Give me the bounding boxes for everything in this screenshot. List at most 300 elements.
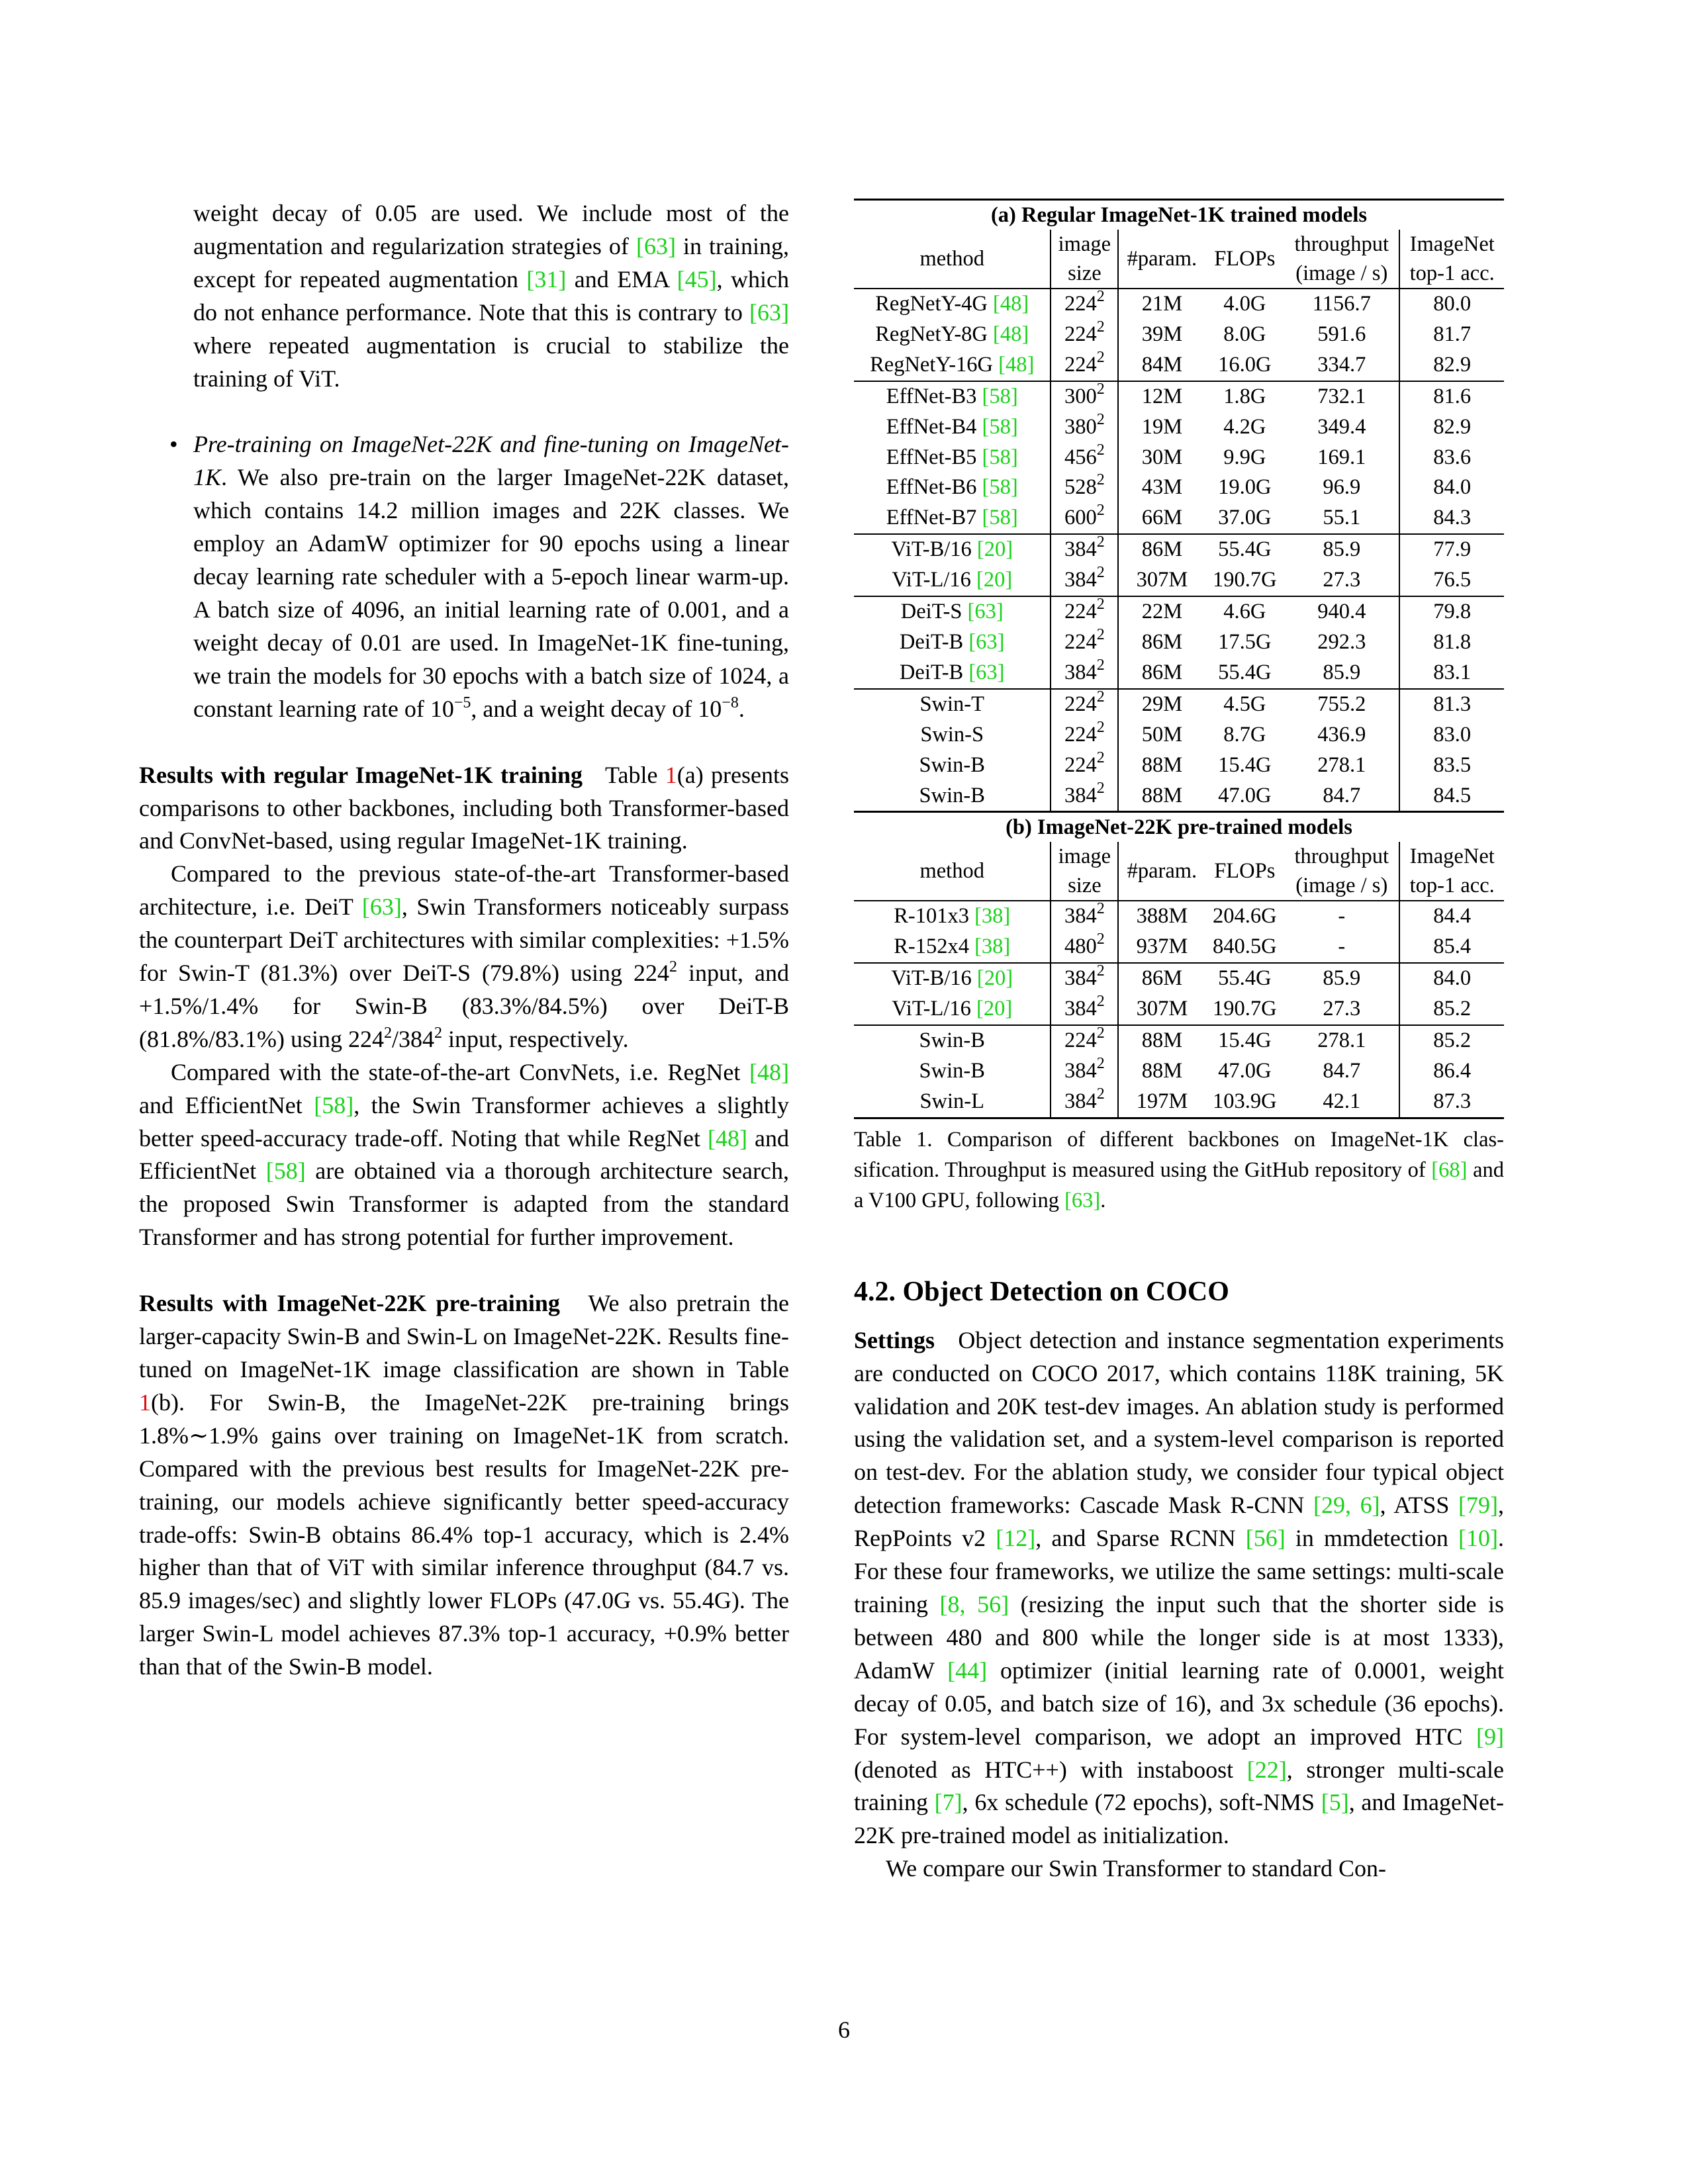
cell-param: 307M: [1136, 568, 1188, 592]
text-run: (b). For Swin-B, the ImageNet-22K pre-training brings 1.8%∼1.9% gains over training on ImageNet-1K from scratch. Compared with the previous best results for ImageNet-22K pre-training, our models achieve significantly better speed-accuracy trade-offs: Swin-B obtains 86.4% top-1 accuracy, which is 2.4% higher than that of ViT with similar inference throughput (84.7 vs. 85.9 images/sec) and slightly lower FLOPs (47.0G vs. 55.4G). The larger Swin-L model achieves 87.3% top-1 accuracy, +0.9% better than that of the Swin-B model.: [139, 1388, 789, 1680]
cell-throughput: 1156.7: [1284, 289, 1399, 320]
table-ref-link[interactable]: 1: [665, 761, 677, 788]
table-a-row: [854, 289, 1504, 320]
size-value: 384: [1064, 904, 1097, 929]
cell-flops: 4.2G: [1223, 414, 1266, 439]
citation-link[interactable]: [63]: [967, 600, 1004, 624]
cell-top1-acc: 84.0: [1399, 963, 1504, 994]
cell-param: 84M: [1141, 352, 1183, 377]
cell-method: [854, 932, 1051, 963]
cell-image-size: [1051, 627, 1118, 658]
exponent: 2: [1096, 441, 1105, 459]
cell-top1-acc: 81.6: [1399, 381, 1504, 412]
exponent: 2: [1096, 471, 1105, 489]
cell-throughput: 436.9: [1284, 720, 1399, 751]
cell-throughput: 278.1: [1284, 751, 1399, 781]
text-run: (denoted as HTC++) with instaboost: [854, 1756, 1247, 1783]
cell-top1-acc: 79.8: [1399, 596, 1504, 627]
header-image: image: [1051, 230, 1118, 259]
table-b-header-row-1: [854, 842, 1504, 871]
cell-throughput: 55.1: [1284, 503, 1399, 534]
citation-link[interactable]: [48]: [993, 322, 1029, 346]
exponent: 2: [1096, 1085, 1105, 1103]
header-image-per-s: (image / s): [1284, 871, 1399, 901]
table-a-row: [854, 627, 1504, 658]
exponent: 2: [669, 958, 677, 976]
citation-link[interactable]: [44]: [947, 1657, 988, 1684]
header-top1-acc: top-1 acc.: [1409, 874, 1495, 898]
citation-link[interactable]: 6]: [1360, 1492, 1380, 1519]
section-title: 4.2. Object Detection on COCO: [854, 1276, 1229, 1307]
cell-top1-acc: 82.9: [1433, 414, 1472, 439]
text-run: , ATSS: [1380, 1492, 1459, 1519]
size-value: 224: [1064, 600, 1097, 624]
header-throughput: throughput: [1284, 842, 1399, 871]
citation-link[interactable]: [9]: [1476, 1723, 1504, 1750]
cell-image-size: [1051, 289, 1118, 320]
cell-flops: 190.7G: [1212, 997, 1277, 1021]
cell-image-size: [1051, 781, 1118, 812]
cell-flops: 55.4G: [1205, 963, 1285, 994]
paragraph-body-d: input, respectively.: [442, 1025, 629, 1052]
method-name: Swin-B: [919, 1058, 985, 1083]
text-run: , and ImageNet-22K pre-trained model as initialization.: [854, 1789, 1504, 1849]
cell-top1-acc: 83.6: [1433, 445, 1472, 469]
bullet-marker: •: [169, 431, 178, 458]
size-value: 384: [1064, 997, 1097, 1021]
exponent: 2: [1096, 596, 1105, 614]
size-value: 384: [1064, 1058, 1097, 1083]
size-value: 384: [1064, 966, 1097, 991]
cell-flops: 1.8G: [1205, 381, 1285, 412]
cell-param: 388M: [1118, 901, 1205, 932]
citation-link[interactable]: [58]: [982, 475, 1018, 500]
table-a-row: [854, 658, 1504, 689]
cell-param: 88M: [1141, 1058, 1183, 1083]
method-name: Swin-B: [919, 752, 985, 777]
size-value: 384: [1064, 537, 1097, 562]
citation-link[interactable]: 56]: [977, 1591, 1009, 1617]
cell-image-size: [1051, 1025, 1118, 1056]
paragraph-heading: Results with regular ImageNet-1K training: [139, 761, 583, 788]
citation-link[interactable]: [58]: [982, 414, 1018, 439]
size-value: 224: [1064, 752, 1097, 777]
cell-method: [854, 596, 1051, 627]
citation-link[interactable]: [12]: [996, 1525, 1036, 1552]
citation-link[interactable]: [58]: [314, 1091, 354, 1118]
text-run: , 6x schedule (72 epochs), soft-NMS: [962, 1789, 1321, 1816]
cell-top1-acc: 82.9: [1433, 352, 1472, 377]
citation-link[interactable]: [48]: [749, 1058, 789, 1085]
cell-method: [854, 901, 1051, 932]
cell-throughput: 169.1: [1284, 443, 1399, 473]
table-a-row: [854, 596, 1504, 627]
citation-link[interactable]: [20]: [976, 537, 1013, 562]
cell-param: 29M: [1118, 689, 1205, 720]
cell-flops: 15.4G: [1218, 752, 1272, 777]
table-a-row: [854, 720, 1504, 751]
exponent: 2: [1096, 318, 1105, 336]
cell-image-size: [1051, 596, 1118, 627]
exponent: 2: [1096, 962, 1105, 980]
text-run: where repeated augmentation is crucial to stabilize the training of ViT.: [193, 332, 789, 392]
text-run: in training, except for repeated augmentation: [193, 232, 789, 293]
exponent: 2: [1096, 900, 1105, 918]
cell-param: 937M: [1136, 934, 1188, 959]
method-name: RegNetY-16G: [870, 352, 994, 377]
cell-throughput: 42.1: [1284, 1087, 1399, 1118]
cell-flops: 15.4G: [1205, 1025, 1285, 1056]
exponent: −8: [722, 694, 739, 711]
method-name: R-101x3: [894, 904, 969, 929]
citation-link[interactable]: [58]: [265, 1158, 306, 1185]
header-image-per-s: (image / s): [1284, 259, 1399, 289]
cell-param: 86M: [1118, 963, 1205, 994]
cell-method: [854, 503, 1051, 534]
backbone-comparison-table: [854, 199, 1504, 1119]
cell-flops: 8.7G: [1223, 722, 1266, 747]
citation-link[interactable]: [48]: [708, 1124, 748, 1152]
exponent: 2: [1096, 625, 1105, 643]
header-image: image: [1051, 842, 1118, 871]
table-a-row: [854, 412, 1504, 443]
citation-link[interactable]: [20]: [976, 997, 1013, 1021]
header-param: #param.: [1127, 859, 1197, 884]
cell-image-size: [1051, 381, 1118, 412]
cell-throughput: 349.4: [1284, 412, 1399, 443]
text-run: are obtained via a thorough architecture search, the proposed Swin Transformer is adapted from the standard Transformer and has strong potential for further improvement.: [139, 1158, 789, 1251]
cell-top1-acc: 84.4: [1399, 901, 1504, 932]
cell-image-size: [1051, 901, 1118, 932]
cell-flops: 204.6G: [1205, 901, 1285, 932]
paragraph-body: [854, 1327, 1504, 1849]
cell-flops: 9.9G: [1223, 445, 1266, 469]
cell-throughput: 84.7: [1284, 781, 1399, 812]
size-value: 384: [1064, 783, 1097, 807]
text-run: , Swin Transformers noticeably surpass the counterpart DeiT architectures with similar complexities: +1.5% for Swin-T (81.3%) over DeiT-S (79.8%) using 224: [139, 893, 789, 987]
citation-link[interactable]: [58]: [982, 445, 1018, 469]
table-a-header-row-1: [854, 230, 1504, 259]
text-run: (resizing the input such that the shorter side is between 480 and 800 while the longer side is at most 1333), AdamW: [854, 1591, 1504, 1684]
header-param: #param.: [1127, 247, 1197, 271]
size-value: 224: [1064, 292, 1097, 316]
citation-link[interactable]: [22]: [1246, 1756, 1287, 1783]
table-ref-link[interactable]: 1: [139, 1388, 151, 1416]
header-flops: FLOPs: [1214, 247, 1276, 271]
text-run: optimizer (initial learning rate of 0.0001, weight decay of 0.05, and batch size of 16), and 3x schedule (36 epochs). For system-level comparison, we adopt an improved HTC: [854, 1657, 1504, 1750]
exponent: 2: [1096, 656, 1105, 674]
method-name: EffNet-B4: [886, 414, 977, 439]
cell-throughput: 591.6: [1284, 320, 1399, 350]
method-name: ViT-B/16: [891, 966, 972, 991]
citation-link[interactable]: [63]: [968, 660, 1005, 684]
exponent: 2: [1096, 502, 1105, 520]
citation-link[interactable]: [10]: [1458, 1525, 1498, 1552]
table-a-row: [854, 350, 1504, 381]
citation-link[interactable]: [48]: [993, 292, 1029, 316]
text-run: Table: [604, 761, 665, 788]
text-run: , the Swin Transformer achieves a slightly better speed-accuracy trade-off. Noting that while RegNet: [139, 1091, 789, 1152]
text-run: [1351, 1492, 1360, 1518]
cell-flops: 4.0G: [1205, 289, 1285, 320]
exponent: 2: [1096, 288, 1105, 305]
exponent: 2: [1096, 533, 1105, 551]
cell-image-size: [1051, 534, 1118, 565]
citation-link[interactable]: [58]: [982, 384, 1018, 408]
cell-top1-acc: 84.5: [1433, 783, 1472, 807]
header-method: method: [854, 842, 1051, 901]
right-column: [854, 199, 1504, 1886]
bullet2-text: [193, 428, 789, 725]
method-name: RegNetY-4G: [875, 292, 988, 316]
exponent: 2: [1096, 688, 1105, 705]
cell-param: 86M: [1141, 629, 1183, 654]
cell-top1-acc: 81.3: [1399, 689, 1504, 720]
size-value: 384: [1064, 1089, 1097, 1113]
citation-link[interactable]: [79]: [1458, 1492, 1498, 1519]
header-throughput: throughput: [1284, 230, 1399, 259]
paragraph-22k-pretraining: [139, 1287, 789, 1684]
citation-link[interactable]: [29,: [1313, 1492, 1352, 1519]
text-run: Compared with the state-of-the-art ConvNets, i.e. RegNet: [171, 1058, 750, 1085]
exponent: 2: [1096, 1024, 1105, 1042]
cell-image-size: [1051, 412, 1118, 443]
header-flops: FLOPs: [1214, 859, 1276, 884]
cell-top1-acc: 84.3: [1433, 506, 1472, 530]
cell-param: 50M: [1141, 722, 1183, 747]
citation-link[interactable]: [45]: [677, 265, 717, 293]
cell-flops: 55.4G: [1205, 534, 1285, 565]
cell-method: [854, 534, 1051, 565]
cell-method: [854, 565, 1051, 596]
text-run: , RepPoints v2: [854, 1492, 1504, 1552]
cell-param: 86M: [1118, 534, 1205, 565]
cell-image-size: [1051, 565, 1118, 596]
cell-image-size: [1051, 1087, 1118, 1118]
cell-image-size: [1051, 473, 1118, 503]
citation-link[interactable]: [63]: [1064, 1188, 1101, 1212]
bullet2-body-c: .: [738, 695, 745, 722]
cell-method: [854, 627, 1051, 658]
cell-top1-acc: 83.0: [1433, 722, 1472, 747]
cell-top1-acc: 85.2: [1433, 997, 1472, 1021]
bullet-item-training: [139, 197, 789, 395]
cell-method: [854, 781, 1051, 812]
paragraph-compare-start: We compare our Swin Transformer to standard Con-: [886, 1855, 1386, 1882]
header-imagenet: ImageNet: [1409, 844, 1495, 869]
size-value: 384: [1064, 568, 1097, 592]
table-a-title: (a) Regular ImageNet-1K trained models: [854, 200, 1504, 230]
cell-flops: 4.6G: [1205, 596, 1285, 627]
cell-param: 39M: [1141, 322, 1183, 346]
method-name: ViT-L/16: [892, 568, 971, 592]
text-run: in mmdetection: [1285, 1525, 1459, 1552]
cell-flops: 16.0G: [1218, 352, 1272, 377]
cell-throughput: 278.1: [1284, 1025, 1399, 1056]
citation-link[interactable]: [68]: [1431, 1158, 1468, 1182]
text-run: [966, 1591, 978, 1617]
size-value: 224: [1064, 1028, 1097, 1053]
exponent: 2: [1096, 380, 1105, 398]
table-b-row: [854, 901, 1504, 932]
cell-throughput: 27.3: [1284, 565, 1399, 596]
size-value: 224: [1064, 722, 1097, 747]
citation-link[interactable]: [31]: [526, 265, 567, 293]
size-value: 384: [1064, 660, 1097, 684]
paragraph-heading: Settings: [854, 1326, 935, 1353]
header-size: size: [1051, 259, 1118, 289]
cell-image-size: [1051, 658, 1118, 689]
cell-flops: 190.7G: [1212, 568, 1277, 592]
table-a-row: [854, 503, 1504, 534]
cell-param: 22M: [1118, 596, 1205, 627]
cell-method: [854, 963, 1051, 994]
citation-link[interactable]: [20]: [976, 966, 1013, 991]
text-run: , stronger multi-scale training: [854, 1756, 1504, 1816]
cell-top1-acc: 84.0: [1433, 475, 1472, 500]
cell-method: [854, 1025, 1051, 1056]
paragraph-body-c: /384: [391, 1025, 434, 1052]
citation-link[interactable]: [63]: [361, 893, 402, 921]
cell-param: 88M: [1118, 1025, 1205, 1056]
cell-method: [854, 443, 1051, 473]
text-run: and EfficientNet: [139, 1124, 789, 1185]
size-value: 380: [1064, 414, 1097, 439]
exponent: 2: [1096, 1054, 1105, 1072]
cell-image-size: [1051, 720, 1118, 751]
header-imagenet: ImageNet: [1409, 232, 1495, 256]
cell-throughput: 85.9: [1284, 963, 1399, 994]
cell-throughput: 940.4: [1284, 596, 1399, 627]
cell-top1-acc: 77.9: [1399, 534, 1504, 565]
citation-link[interactable]: [63]: [635, 232, 676, 259]
table-a-row: [854, 689, 1504, 720]
cell-image-size: [1051, 1056, 1118, 1087]
cell-param: 21M: [1118, 289, 1205, 320]
method-name: EffNet-B3: [886, 384, 977, 408]
left-column: [139, 197, 789, 1684]
citation-link[interactable]: [38]: [974, 934, 1011, 959]
cell-image-size: [1051, 751, 1118, 781]
paragraph-body: [139, 1290, 789, 1680]
cell-throughput: 334.7: [1284, 350, 1399, 381]
text-run: Table 1. Comparison of different backbones on ImageNet-1K classification. Throughput is measured using the GitHub repository of: [854, 1127, 1504, 1182]
table-b-row: [854, 1025, 1504, 1056]
cell-method: [854, 1056, 1051, 1087]
citation-link[interactable]: [5]: [1321, 1789, 1349, 1816]
table-caption: [854, 1124, 1504, 1216]
header-size: size: [1051, 871, 1118, 901]
size-value: 224: [1064, 352, 1097, 377]
cell-throughput: 96.9: [1284, 473, 1399, 503]
table-b-row: [854, 1056, 1504, 1087]
method-name: DeiT-S: [900, 600, 962, 624]
text-run: , and Sparse RCNN: [1035, 1525, 1246, 1552]
cell-flops: 47.0G: [1218, 783, 1272, 807]
table-a-row: [854, 473, 1504, 503]
cell-top1-acc: 87.3: [1399, 1087, 1504, 1118]
cell-image-size: [1051, 320, 1118, 350]
cell-top1-acc: 76.5: [1433, 568, 1472, 592]
method-name: EffNet-B7: [886, 506, 977, 530]
cell-flops: 55.4G: [1218, 660, 1272, 684]
cell-flops: 840.5G: [1212, 934, 1277, 959]
size-value: 528: [1064, 475, 1097, 500]
exponent: 2: [383, 1024, 392, 1042]
citation-link[interactable]: [63]: [749, 298, 789, 326]
paragraph-convnet-comparison: [139, 1056, 789, 1254]
exponent: −5: [453, 694, 471, 711]
table-b-title: (b) ImageNet-22K pre-trained models: [854, 812, 1504, 842]
method-name: EffNet-B5: [886, 445, 977, 469]
paragraph-regular-training: [139, 759, 789, 858]
cell-param: 86M: [1141, 660, 1183, 684]
cell-top1-acc: 80.0: [1399, 289, 1504, 320]
cell-top1-acc: 85.4: [1433, 934, 1472, 959]
table-b-row: [854, 963, 1504, 994]
exponent: 2: [434, 1024, 442, 1042]
paragraph-body-b: input, and +1.5%/1.4% for Swin-B (83.3%/84.5%) over DeiT-B (81.8%/83.1%) using 224: [139, 960, 789, 1052]
text-run: and EfficientNet: [139, 1091, 314, 1118]
size-value: 224: [1064, 692, 1097, 716]
cell-throughput: 292.3: [1284, 627, 1399, 658]
cell-method: [854, 658, 1051, 689]
cell-method: [854, 1087, 1051, 1118]
citation-link[interactable]: [58]: [982, 506, 1018, 530]
table-b-row: [854, 994, 1504, 1025]
size-value: 600: [1064, 506, 1097, 530]
citation-link[interactable]: [38]: [974, 904, 1011, 929]
cell-image-size: [1051, 443, 1118, 473]
cell-method: [854, 289, 1051, 320]
cell-flops: 19.0G: [1218, 475, 1272, 500]
table-b-row: [854, 932, 1504, 963]
citation-link[interactable]: [56]: [1245, 1525, 1286, 1552]
citation-link[interactable]: [7]: [934, 1789, 962, 1816]
header-method: method: [854, 230, 1051, 289]
citation-link[interactable]: [20]: [976, 568, 1013, 592]
exponent: 2: [1096, 931, 1105, 948]
method-name: EffNet-B6: [886, 475, 977, 500]
cell-top1-acc: 86.4: [1433, 1058, 1472, 1083]
exponent: 2: [1096, 348, 1105, 366]
exponent: 2: [1096, 410, 1105, 428]
citation-link[interactable]: [63]: [968, 629, 1005, 654]
exponent: 2: [1096, 749, 1105, 766]
cell-throughput: -: [1284, 901, 1399, 932]
method-name: Swin-S: [920, 722, 984, 747]
cell-image-size: [1051, 963, 1118, 994]
cell-method: [854, 412, 1051, 443]
text-run: .: [1100, 1188, 1106, 1212]
cell-method: [854, 689, 1051, 720]
cell-param: 88M: [1141, 783, 1183, 807]
text-run: . For these four frameworks, we utilize the same settings: multi-scale training: [854, 1525, 1504, 1617]
bullet2-body-a: . We also pre-train on the larger ImageNet-22K dataset, which contains 14.2 million images and 22K classes. We employ an AdamW optimizer for 90 epochs using a linear decay learning rate scheduler with a 5-epoch linear warm-up. A batch size of 4096, an initial learning rate of 0.001, and a weight decay of 0.01 are used. In ImageNet-1K fine-tuning, we train the models for 30 epochs with a batch size of 1024, a constant learning rate of 10: [193, 464, 789, 722]
citation-link[interactable]: [8,: [939, 1591, 966, 1617]
size-value: 480: [1064, 934, 1097, 959]
cell-top1-acc: 85.2: [1399, 1025, 1504, 1056]
cell-top1-acc: 81.8: [1433, 629, 1472, 654]
citation-link[interactable]: [48]: [998, 352, 1035, 377]
method-name: Swin-B: [919, 1028, 985, 1053]
cell-param: 197M: [1118, 1087, 1205, 1118]
cell-flops: 37.0G: [1218, 506, 1272, 530]
bullet2-title: Pre-training on ImageNet-22K and fine-tuning on ImageNet-1K: [193, 431, 789, 491]
cell-param: 307M: [1136, 997, 1188, 1021]
cell-method: [854, 473, 1051, 503]
page-number: 6: [838, 2017, 850, 2043]
